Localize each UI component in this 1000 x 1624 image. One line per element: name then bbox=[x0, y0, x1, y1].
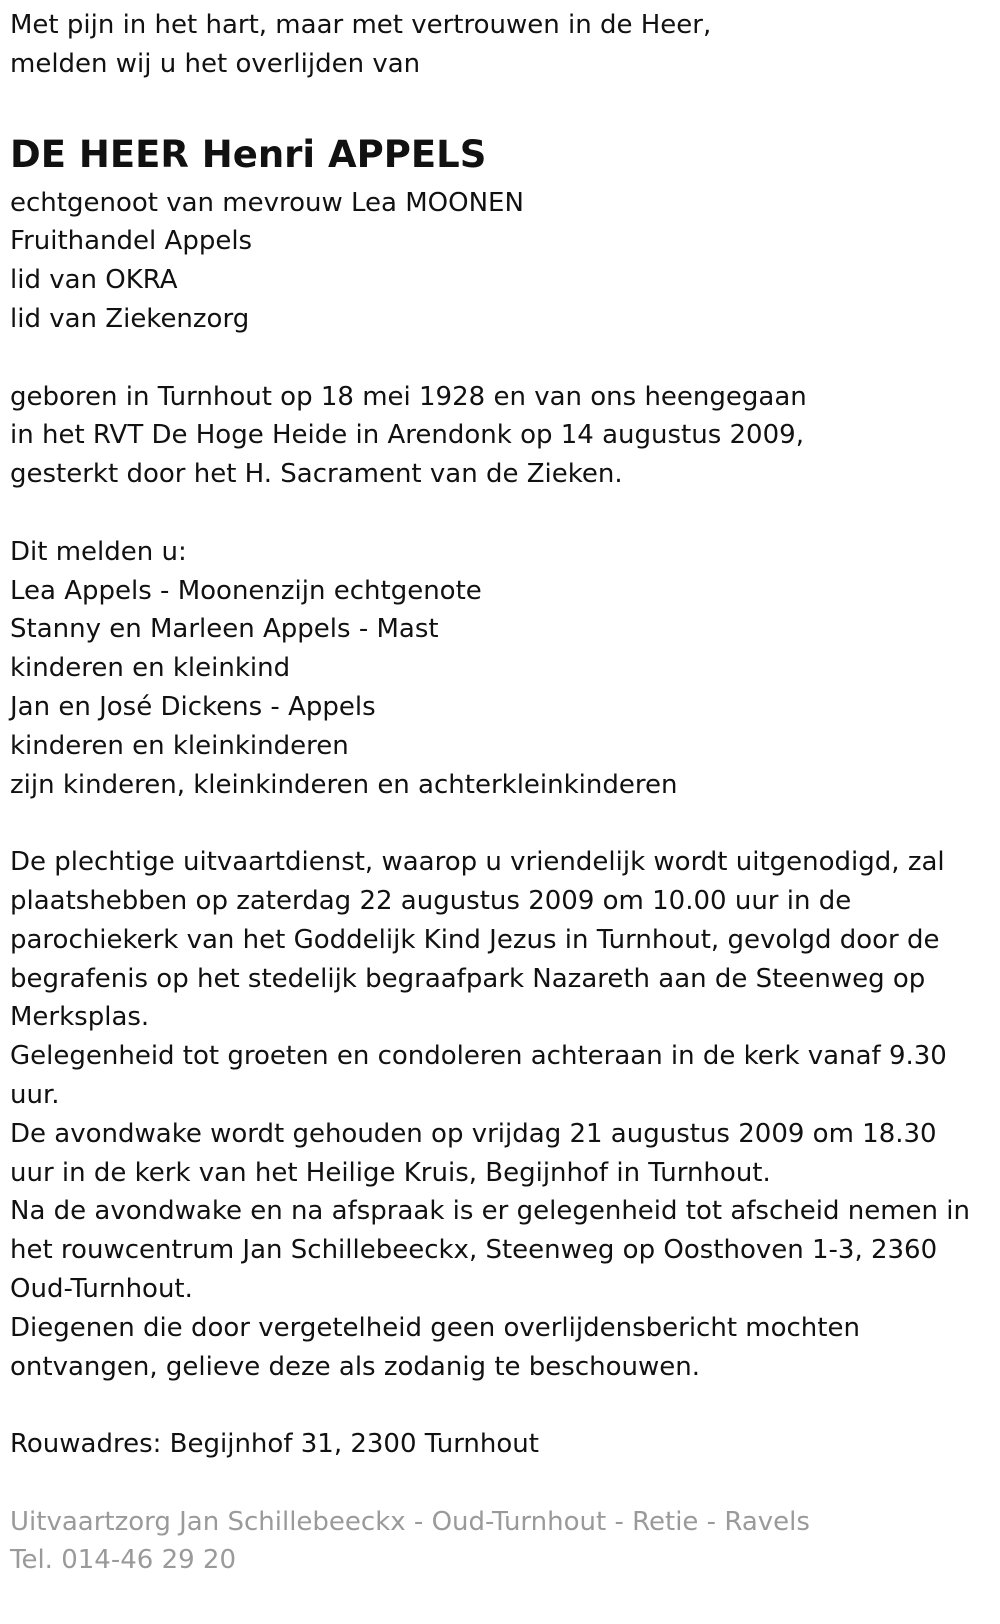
details-section bbox=[10, 184, 995, 339]
ceremony-line: ontvangen, gelieve deze als zodanig te beschouwen. bbox=[10, 1351, 700, 1382]
intro-line: Met pijn in het hart, maar met vertrouwen in de Heer, bbox=[10, 10, 712, 40]
ceremony-line: Diegenen die door vergetelheid geen overlijdensbericht mochten bbox=[10, 1312, 860, 1343]
intro-section bbox=[10, 6, 995, 84]
ceremony-line: begrafenis op het stedelijk begraafpark Nazareth aan de Steenweg op bbox=[10, 963, 926, 994]
spacer bbox=[10, 494, 995, 533]
ceremony-line: Gelegenheid tot groeten en condoleren achteraan in de kerk vanaf 9.30 bbox=[10, 1041, 947, 1072]
ceremony-line: De avondwake wordt gehouden op vrijdag 21 augustus 2009 om 18.30 bbox=[10, 1118, 937, 1149]
family-line: Stanny en Marleen Appels - Mast bbox=[10, 614, 439, 645]
ceremony-line: Merksplas. bbox=[10, 1002, 150, 1033]
spacer bbox=[10, 339, 995, 378]
deceased-name: DE HEER Henri APPELS bbox=[10, 132, 487, 176]
family-line: Lea Appels - Moonenzijn echtgenote bbox=[10, 575, 482, 606]
ceremony-line: het rouwcentrum Jan Schillebeeckx, Steenweg op Oosthoven 1-3, 2360 bbox=[10, 1235, 938, 1266]
ceremony-section bbox=[10, 843, 995, 1386]
funeral-home-footer bbox=[10, 1503, 995, 1581]
detail-line: lid van Ziekenzorg bbox=[10, 303, 250, 334]
ceremony-line: plaatshebben op zaterdag 22 augustus 2009 om 10.00 uur in de bbox=[10, 885, 852, 916]
family-line: Dit melden u: bbox=[10, 536, 187, 567]
birth-death-line: in het RVT De Hoge Heide in Arendonk op 14 augustus 2009, bbox=[10, 420, 804, 451]
ceremony-line: De plechtige uitvaartdienst, waarop u vriendelijk wordt uitgenodigd, zal bbox=[10, 847, 945, 878]
funeral-home-phone: Tel. 014-46 29 20 bbox=[10, 1545, 237, 1576]
family-section bbox=[10, 533, 995, 805]
birth-death-section bbox=[10, 378, 995, 494]
intro-line: melden wij u het overlijden van bbox=[10, 48, 421, 79]
family-line: zijn kinderen, kleinkinderen en achterkleinkinderen bbox=[10, 769, 678, 800]
detail-line: Fruithandel Appels bbox=[10, 226, 253, 257]
mourning-address: Rouwadres: Begijnhof 31, 2300 Turnhout bbox=[10, 1429, 539, 1460]
birth-death-line: gesterkt door het H. Sacrament van de Zieken. bbox=[10, 459, 623, 490]
family-line: Jan en José Dickens - Appels bbox=[10, 691, 376, 722]
funeral-home-name: Uitvaartzorg Jan Schillebeeckx - Oud-Turnhout - Retie - Ravels bbox=[10, 1506, 810, 1537]
spacer bbox=[10, 1386, 995, 1425]
spacer bbox=[10, 804, 995, 843]
detail-line: echtgenoot van mevrouw Lea MOONEN bbox=[10, 187, 524, 218]
ceremony-line: uur. bbox=[10, 1079, 60, 1110]
ceremony-line: Oud-Turnhout. bbox=[10, 1273, 193, 1304]
birth-death-line: geboren in Turnhout op 18 mei 1928 en van ons heengegaan bbox=[10, 381, 807, 412]
family-line: kinderen en kleinkind bbox=[10, 653, 291, 684]
ceremony-line: parochiekerk van het Goddelijk Kind Jezus in Turnhout, gevolgd door de bbox=[10, 924, 940, 955]
obituary-notice bbox=[10, 6, 995, 1580]
detail-line: lid van OKRA bbox=[10, 265, 178, 296]
family-line: kinderen en kleinkinderen bbox=[10, 730, 349, 761]
ceremony-line: Na de avondwake en na afspraak is er gelegenheid tot afscheid nemen in bbox=[10, 1196, 970, 1227]
ceremony-line: uur in de kerk van het Heilige Kruis, Begijnhof in Turnhout. bbox=[10, 1157, 771, 1188]
spacer bbox=[10, 1464, 995, 1503]
